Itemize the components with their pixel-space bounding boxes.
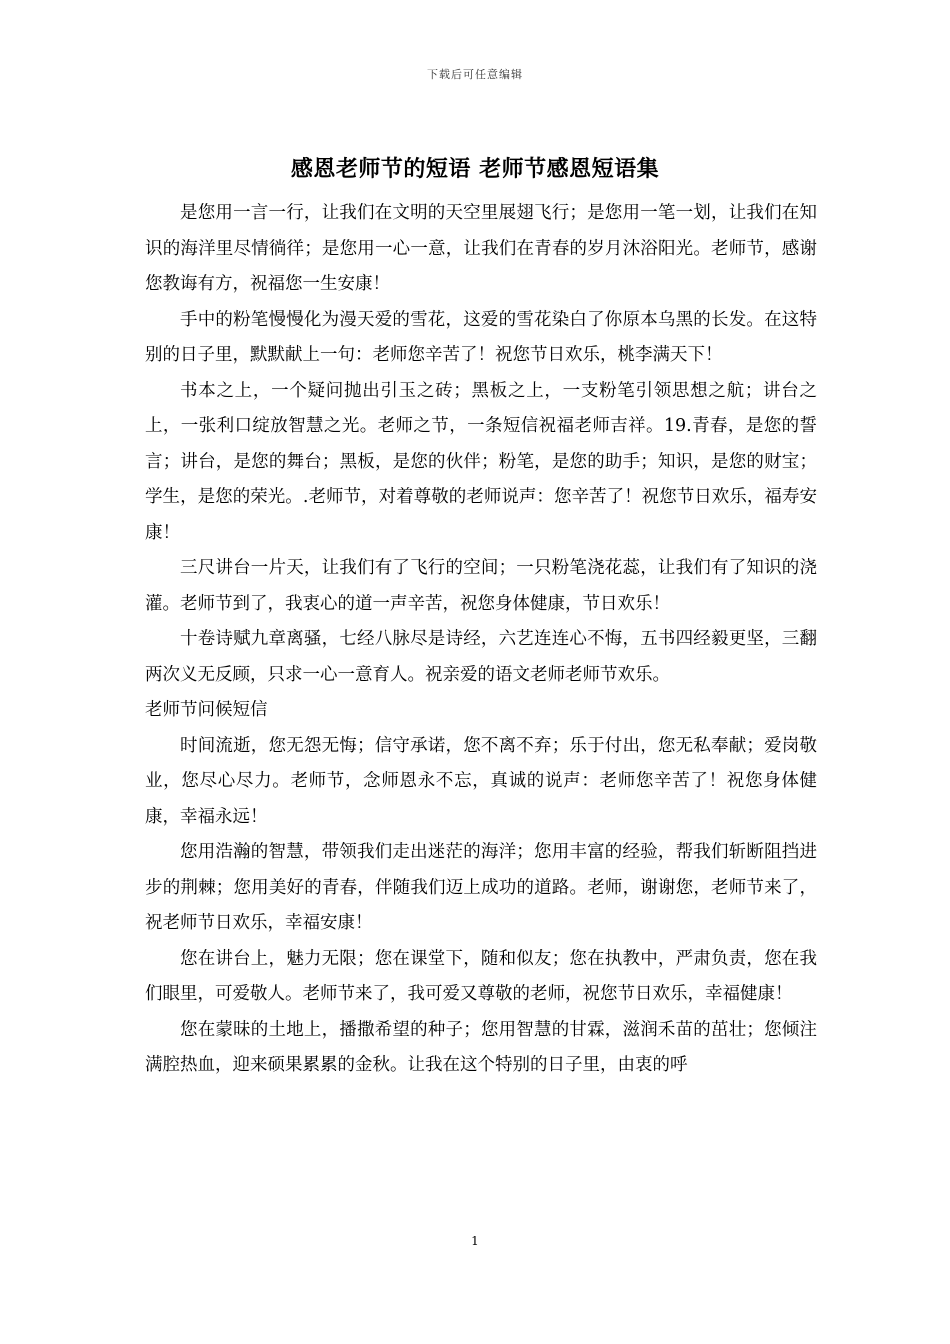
document-title: 感恩老师节的短语 老师节感恩短语集 xyxy=(290,156,660,182)
paragraph: 书本之上，一个疑问抛出引玉之砖；黑板之上，一支粉笔引领思想之航；讲台之上，一张利口绽放智慧之光。老师之节，一条短信祝福老师吉祥。19.青春，是您的誓言；讲台，是您的舞台；黑板，是您的伙伴；粉笔，是您的助手；知识，是您的财宝；学生，是您的荣光。.老师节，对着尊敬的老师说声：您辛苦了！祝您节日欢乐，福寿安康！ xyxy=(145,380,817,543)
page-number: 1 xyxy=(471,1234,479,1248)
paragraph: 十卷诗赋九章离骚，七经八脉尽是诗经，六艺连连心不悔，五书四经毅更坚，三翻两次义无反顾，只求一心一意育人。祝亲爱的语文老师老师节欢乐。 xyxy=(145,629,817,685)
paragraph: 手中的粉笔慢慢化为漫天爱的雪花，这爱的雪花染白了你原本乌黑的长发。在这特别的日子里，默默献上一句：老师您辛苦了！祝您节日欢乐，桃李满天下！ xyxy=(145,309,817,365)
paragraph: 您用浩瀚的智慧，带领我们走出迷茫的海洋；您用丰富的经验，帮我们斩断阻挡进步的荆棘；您用美好的青春，伴随我们迈上成功的道路。老师，谢谢您，老师节来了，祝老师节日欢乐，幸福安康！ xyxy=(145,842,817,933)
paragraph: 您在讲台上，魅力无限；您在课堂下，随和似友；您在执教中，严肃负责，您在我们眼里，可爱敬人。老师节来了，我可爱又尊敬的老师，祝您节日欢乐，幸福健康！ xyxy=(145,948,817,1004)
paragraph: 是您用一言一行，让我们在文明的天空里展翅飞行；是您用一笔一划，让我们在知识的海洋里尽情徜徉；是您用一心一意，让我们在青春的岁月沐浴阳光。老师节，感谢您教诲有方，祝福您一生安康！ xyxy=(145,203,817,294)
section-heading: 老师节问候短信 xyxy=(145,700,268,720)
paragraph: 时间流逝，您无怨无悔；信守承诺，您不离不弃；乐于付出，您无私奉献；爱岗敬业，您尽心尽力。老师节，念师恩永不忘，真诚的说声：老师您辛苦了！祝您身体健康，幸福永远！ xyxy=(145,735,817,827)
paragraph: 三尺讲台一片天，让我们有了飞行的空间；一只粉笔浇花蕊，让我们有了知识的浇灌。老师节到了，我衷心的道一声辛苦，祝您身体健康，节日欢乐！ xyxy=(145,558,817,614)
header-note: 下载后可任意编辑 xyxy=(427,68,523,81)
paragraph: 您在蒙昧的土地上，播撒希望的种子；您用智慧的甘霖，滋润禾苗的茁壮；您倾注满腔热血，迎来硕果累累的金秋。让我在这个特别的日子里，由衷的呼 xyxy=(145,1019,817,1075)
document-body xyxy=(145,196,817,1084)
